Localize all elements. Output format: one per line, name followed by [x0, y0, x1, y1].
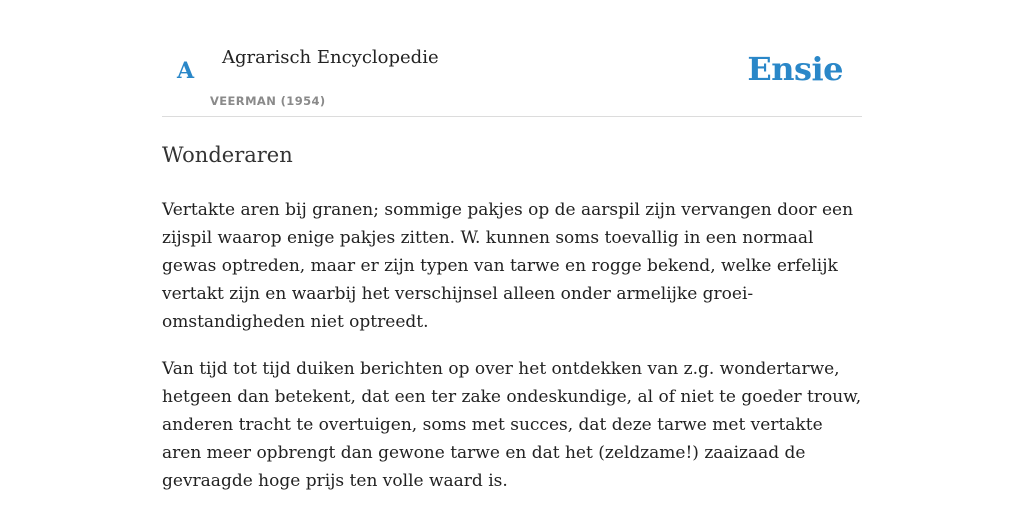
article-paragraph: Van tijd tot tijd duiken berichten op over het ontdekken van z.g. wondertarwe, hetgeen dan betekent, dat een ter zake ondeskundige, al of niet te goeder trouw, anderen tracht te overtuigen, soms met succes, dat deze tarwe met vertakte aren meer opbrengt dan gewone tarwe en dat het (zeldzame!) zaaizaad de gevraagde hoge prijs ten volle waard is.	[162, 359, 862, 491]
article-content	[162, 138, 862, 512]
encyclopedia-header	[162, 0, 862, 117]
ensie-logo-link[interactable]: Ensie	[747, 50, 843, 88]
encyclopedia-title-link[interactable]: Agrarisch Encyclopedie	[222, 47, 439, 68]
letter-index-link[interactable]: A	[177, 58, 195, 84]
page-title: Wonderaren	[162, 143, 293, 167]
article-paragraph: Vertakte aren bij granen; sommige pakjes op de aarspil zijn vervangen door een zijspil waarop enige pakjes zitten. W. kunnen soms toevallig in een normaal gewas optreden, maar er zijn typen van tarwe en rogge bekend, welke erfelijk vertakt zijn en waarbij het verschijnsel alleen onder armelijke groei-omstandigheden niet optreedt.	[162, 200, 854, 332]
author-label: VEERMAN (1954)	[210, 94, 326, 108]
